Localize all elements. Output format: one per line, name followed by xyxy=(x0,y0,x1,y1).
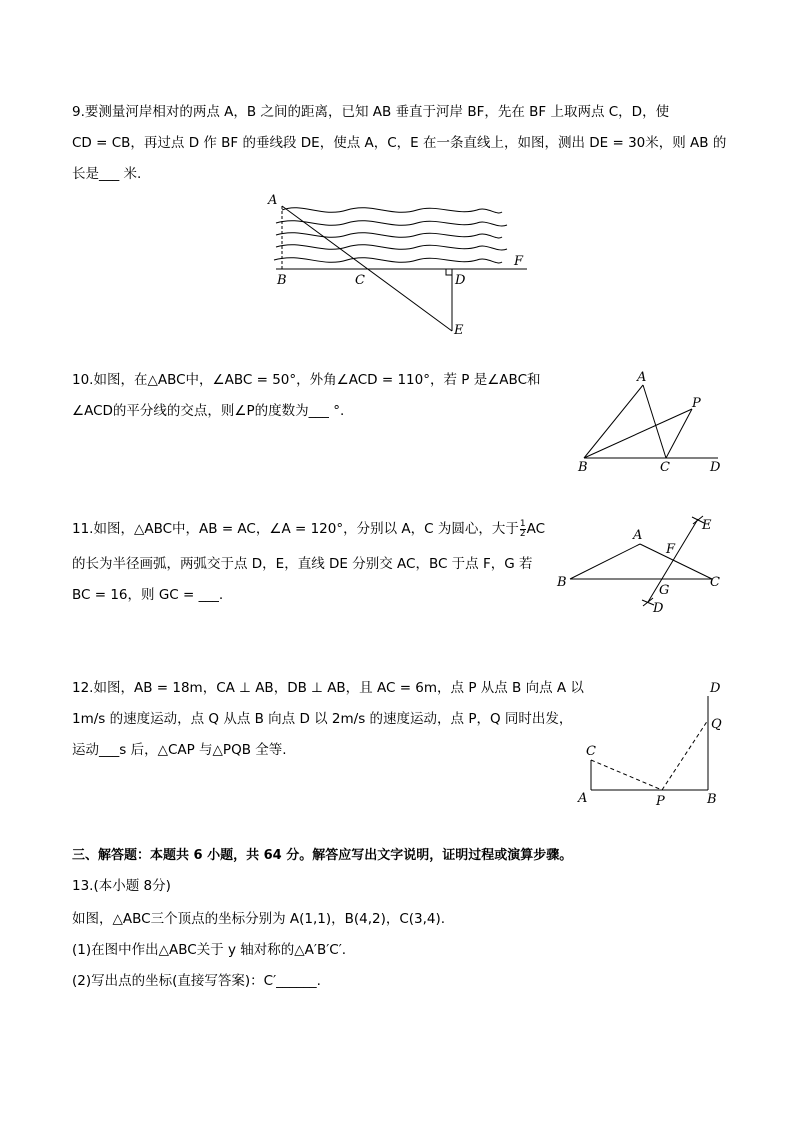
q10-text-line2: ∠ACD的平分线的交点，则∠P的度数为___ °. xyxy=(72,403,345,419)
segment-ac xyxy=(643,385,666,458)
label-f: F xyxy=(666,542,676,557)
q12-text-line1: 12.如图，AB = 18m，CA ⊥ AB，DB ⊥ AB，且 AC = 6m，点 P 从点 B 向点 A 以 xyxy=(72,680,584,696)
label-d: D xyxy=(455,273,466,288)
right-angle-mark xyxy=(446,269,452,275)
label-c: C xyxy=(586,744,596,759)
segment-cp xyxy=(591,760,662,790)
q12-figure xyxy=(570,678,730,813)
q11-text-line1 xyxy=(72,519,545,539)
q9-text-line1: 9.要测量河岸相对的两点 A，B 之间的距离，已知 AB 垂直于河岸 BF，先在 BF 上取两点 C，D，使 xyxy=(72,104,670,120)
q9-text-line3: 长是___ 米. xyxy=(72,166,142,182)
q9-figure xyxy=(262,190,542,340)
label-e: E xyxy=(454,323,464,338)
q11-text-line2: 的长为半径画弧，两弧交于点 D，E，直线 DE 分别交 AC，BC 于点 F，G 若 xyxy=(72,556,533,572)
label-d: D xyxy=(653,601,664,616)
label-p: P xyxy=(692,396,701,411)
q13-part1: (1)在图中作出△ABC关于 y 轴对称的△A′B′C′. xyxy=(72,942,347,958)
line-de xyxy=(648,519,698,602)
q10-figure xyxy=(570,365,730,475)
label-d: D xyxy=(710,681,721,696)
label-c: C xyxy=(710,575,720,590)
label-a: A xyxy=(637,370,647,385)
fraction-denominator: 2 xyxy=(519,528,526,539)
label-a: A xyxy=(578,791,588,806)
q11-figure xyxy=(552,508,732,618)
label-g: G xyxy=(659,583,670,598)
label-e: E xyxy=(702,518,712,533)
q12-text-line3: 运动___s 后，△CAP 与△PQB 全等. xyxy=(72,742,287,758)
river-waves xyxy=(274,208,507,263)
q9-text-line2: CD = CB，再过点 D 作 BF 的垂线段 DE，使点 A，C，E 在一条直线上，如图，测出 DE = 30米，则 AB 的 xyxy=(72,135,727,151)
label-f: F xyxy=(514,254,524,269)
segment-cp xyxy=(666,409,692,458)
label-a: A xyxy=(633,528,643,543)
fraction-numerator: 1 xyxy=(519,518,526,529)
segment-pq xyxy=(662,720,708,790)
label-q: Q xyxy=(711,717,722,732)
label-b: B xyxy=(578,460,588,475)
label-b: B xyxy=(707,792,717,807)
label-d: D xyxy=(710,460,721,475)
q10-text-line1: 10.如图，在△ABC中，∠ABC = 50°，外角∠ACD = 110°，若 P 是∠ABC和 xyxy=(72,372,541,388)
label-p: P xyxy=(656,794,665,809)
section-header: 三、解答题：本题共 6 小题，共 64 分。解答应写出文字说明，证明过程或演算步骤。 xyxy=(72,848,573,863)
q12-text-line2: 1m/s 的速度运动，点 Q 从点 B 向点 D 以 2m/s 的速度运动，点 P，Q 同时出发， xyxy=(72,711,573,727)
segment-ac xyxy=(640,544,712,579)
q13-part2: (2)写出点的坐标(直接写答案)：C′______. xyxy=(72,973,321,989)
label-c: C xyxy=(355,273,365,288)
label-c: C xyxy=(660,460,670,475)
fraction-one-half xyxy=(520,520,526,539)
segment-bp xyxy=(584,409,692,458)
label-b: B xyxy=(557,575,567,590)
q11-text-line3: BC = 16，则 GC = ___. xyxy=(72,587,224,603)
segment-ba xyxy=(570,544,640,579)
q11-text-line1a: 11.如图，△ABC中，AB = AC，∠A = 120°，分别以 A，C 为圆心，大于 xyxy=(72,521,519,537)
q11-text-line1b: AC xyxy=(526,521,546,537)
label-b: B xyxy=(277,273,287,288)
segment-ba xyxy=(584,385,643,458)
q13-intro: 如图，△ABC三个顶点的坐标分别为 A(1,1)，B(4,2)，C(3,4). xyxy=(72,911,446,927)
label-a: A xyxy=(268,193,278,208)
q13-title: 13.(本小题 8分) xyxy=(72,878,171,894)
